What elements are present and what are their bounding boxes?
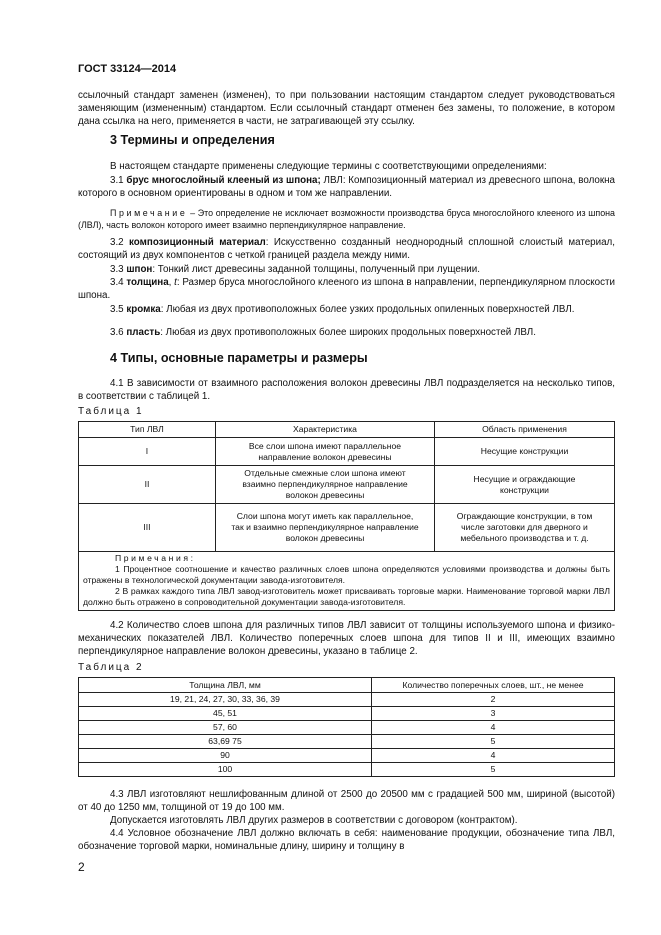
table-cell: 4 xyxy=(372,721,615,735)
paragraph-4-2: 4.2 Количество слоев шпона для различных типов ЛВЛ зависит от толщины используемого шпона и физико-механических показателей ЛВЛ. Количество поперечных слоев шпона для типов II и III, имеющих взаимно перпендикулярное направление волокон древесины, указано в таблице 2. xyxy=(78,620,615,658)
term-3-5-num: 3.5 xyxy=(110,304,124,315)
table-1-note-1: 1 Процентное соотношение и качество различных слоев шпона определяются условиями производства и должны быть отражены в технологической документации завода-изготовителя. xyxy=(83,564,610,585)
paragraph-4-4: 4.4 Условное обозначение ЛВЛ должно включать в себя: наименование продукции, обозначение типа ЛВЛ, обозначение торговой марки, номинальные длину, ширину и толщину в xyxy=(78,828,615,853)
table-row xyxy=(79,749,615,763)
intro-paragraph: ссылочный стандарт заменен (изменен), то при пользовании настоящим стандартом следует руководствоваться заменяющим (измененным) стандартом. Если ссылочный стандарт отменен без замены, то положение, в котором дана ссылка на него, применяется в части, не затрагивающей эту ссылку. xyxy=(78,90,615,128)
document-header: ГОСТ 33124—2014 xyxy=(78,63,177,75)
table-cell: II xyxy=(79,466,216,504)
term-3-1-note xyxy=(78,207,615,231)
term-3-1-def: ЛВЛ: Композиционный материал из древесного шпона, волокна которого в основном ориентированы в одном и том же направлении. xyxy=(78,175,616,200)
table-row xyxy=(79,735,615,749)
term-3-5-def: : Любая из двух противоположных более узких продольных опиленных поверхностей ЛВЛ. xyxy=(160,304,575,315)
table-1 xyxy=(78,421,615,611)
table-row xyxy=(79,438,615,466)
table-1-notes-label: Примечания: xyxy=(115,553,196,563)
note-text: – Это определение не исключает возможности производства бруса многослойного клееного из шпона (ЛВЛ), часть волокон которого имеет взаимно перпендикулярное направление. xyxy=(78,208,615,231)
table-row xyxy=(79,707,615,721)
table-cell: 63,69 75 xyxy=(79,735,372,749)
term-3-4-num: 3.4 xyxy=(110,277,124,288)
term-3-5 xyxy=(78,303,615,316)
table-row xyxy=(79,504,615,552)
table-1-header-cell: Область применения xyxy=(435,422,615,438)
table-cell: 5 xyxy=(372,763,615,777)
table-1-caption: Таблица 1 xyxy=(78,406,144,417)
table-cell: 57, 60 xyxy=(79,721,372,735)
table-row xyxy=(79,763,615,777)
table-cell: 45, 51 xyxy=(79,707,372,721)
term-3-2-def: : Искусственно созданный неоднородный сплошной слоистый материал, состоящий из двух компонентов с четкой границей раздела между ними. xyxy=(78,237,615,262)
table-2 xyxy=(78,677,615,777)
table-1-notes-row xyxy=(79,552,615,611)
table-2-header-cell: Количество поперечных слоев, шт., не менее xyxy=(372,678,615,693)
term-3-4-term: толщина xyxy=(126,277,169,288)
table-cell: Отдельные смежные слои шпона имеют взаимно перпендикулярное направление волокон древесины xyxy=(216,466,435,504)
table-1-notes xyxy=(79,552,615,611)
table-row xyxy=(79,466,615,504)
table-cell: 3 xyxy=(372,707,615,721)
table-2-header-cell: Толщина ЛВЛ, мм xyxy=(79,678,372,693)
term-3-2-term: композиционный материал xyxy=(129,237,266,248)
paragraph-4-1: 4.1 В зависимости от взаимного расположения волокон древесины ЛВЛ подразделяется на несколько типов, в соответствии с таблицей 1. xyxy=(78,378,615,403)
term-3-1-num: 3.1 xyxy=(110,175,124,186)
term-3-6-num: 3.6 xyxy=(110,327,124,338)
table-cell: 5 xyxy=(372,735,615,749)
term-3-1-term: брус многослойный клееный из шпона; xyxy=(126,175,321,186)
term-3-3-def: : Тонкий лист древесины заданной толщины, полученный при лущении. xyxy=(152,264,480,275)
term-3-3-num: 3.3 xyxy=(110,264,124,275)
table-cell: I xyxy=(79,438,216,466)
table-cell: 19, 21, 24, 27, 30, 33, 36, 39 xyxy=(79,693,372,707)
term-3-4: 3.4 толщина, t: Размер бруса многослойного клееного из шпона в направлении, перпендикулярном плоскости шпона. xyxy=(78,277,615,302)
table-1-header-cell: Тип ЛВЛ xyxy=(79,422,216,438)
section-3-intro: В настоящем стандарте применены следующие термины с соответствующими определениями: xyxy=(110,161,547,172)
table-cell: III xyxy=(79,504,216,552)
table-row xyxy=(79,693,615,707)
table-cell: Ограждающие конструкции, в том числе заготовки для дверного и мебельного производства и т. д. xyxy=(435,504,615,552)
term-3-2 xyxy=(78,236,615,262)
paragraph-4-3: 4.3 ЛВЛ изготовляют нешлифованным длиной от 2500 до 20500 мм с градацией 500 мм, шириной (высотой) от 40 до 1250 мм, толщиной от 19 до 100 мм. xyxy=(78,789,615,814)
term-3-3 xyxy=(78,263,615,276)
section-3-title: 3 Термины и определения xyxy=(110,133,275,147)
term-3-1 xyxy=(78,174,615,200)
section-4-title: 4 Типы, основные параметры и размеры xyxy=(110,351,368,365)
term-3-4-def: : Размер бруса многослойного клееного из шпона в направлении, перпендикулярном плоскости шпона. xyxy=(78,277,615,302)
term-3-2-num: 3.2 xyxy=(110,237,124,248)
table-2-header-row xyxy=(79,678,615,693)
table-cell: 100 xyxy=(79,763,372,777)
paragraph-4-3-b: Допускается изготовлять ЛВЛ других размеров в соответствии с договором (контрактом). xyxy=(110,815,518,826)
term-3-5-term: кромка xyxy=(126,304,161,315)
term-3-6 xyxy=(78,326,615,339)
table-1-header-cell: Характеристика xyxy=(216,422,435,438)
table-cell: 90 xyxy=(79,749,372,763)
term-3-3-term: шпон xyxy=(126,264,153,275)
table-cell: Слои шпона могут иметь как параллельное, так и взаимно перпендикулярное направление волокон древесины xyxy=(216,504,435,552)
table-cell: Все слои шпона имеют параллельное направление волокон древесины xyxy=(216,438,435,466)
table-1-note-2: 2 В рамках каждого типа ЛВЛ завод-изготовитель может присваивать торговые марки. Наименование торговой марки ЛВЛ должно быть отражено в сопроводительной документации завода-изготовителя. xyxy=(83,586,610,607)
term-3-4-symbol: t xyxy=(174,277,177,288)
note-label: Примечание xyxy=(110,208,188,218)
table-cell: 4 xyxy=(372,749,615,763)
table-cell: 2 xyxy=(372,693,615,707)
table-2-caption: Таблица 2 xyxy=(78,662,144,673)
page-number: 2 xyxy=(78,860,85,874)
table-cell: Несущие конструкции xyxy=(435,438,615,466)
term-3-6-def: : Любая из двух противоположных более широких продольных поверхностей ЛВЛ. xyxy=(160,327,536,338)
table-row xyxy=(79,721,615,735)
table-1-header-row xyxy=(79,422,615,438)
term-3-6-term: пласть xyxy=(126,327,161,338)
table-cell: Несущие и ограждающие конструкции xyxy=(435,466,615,504)
